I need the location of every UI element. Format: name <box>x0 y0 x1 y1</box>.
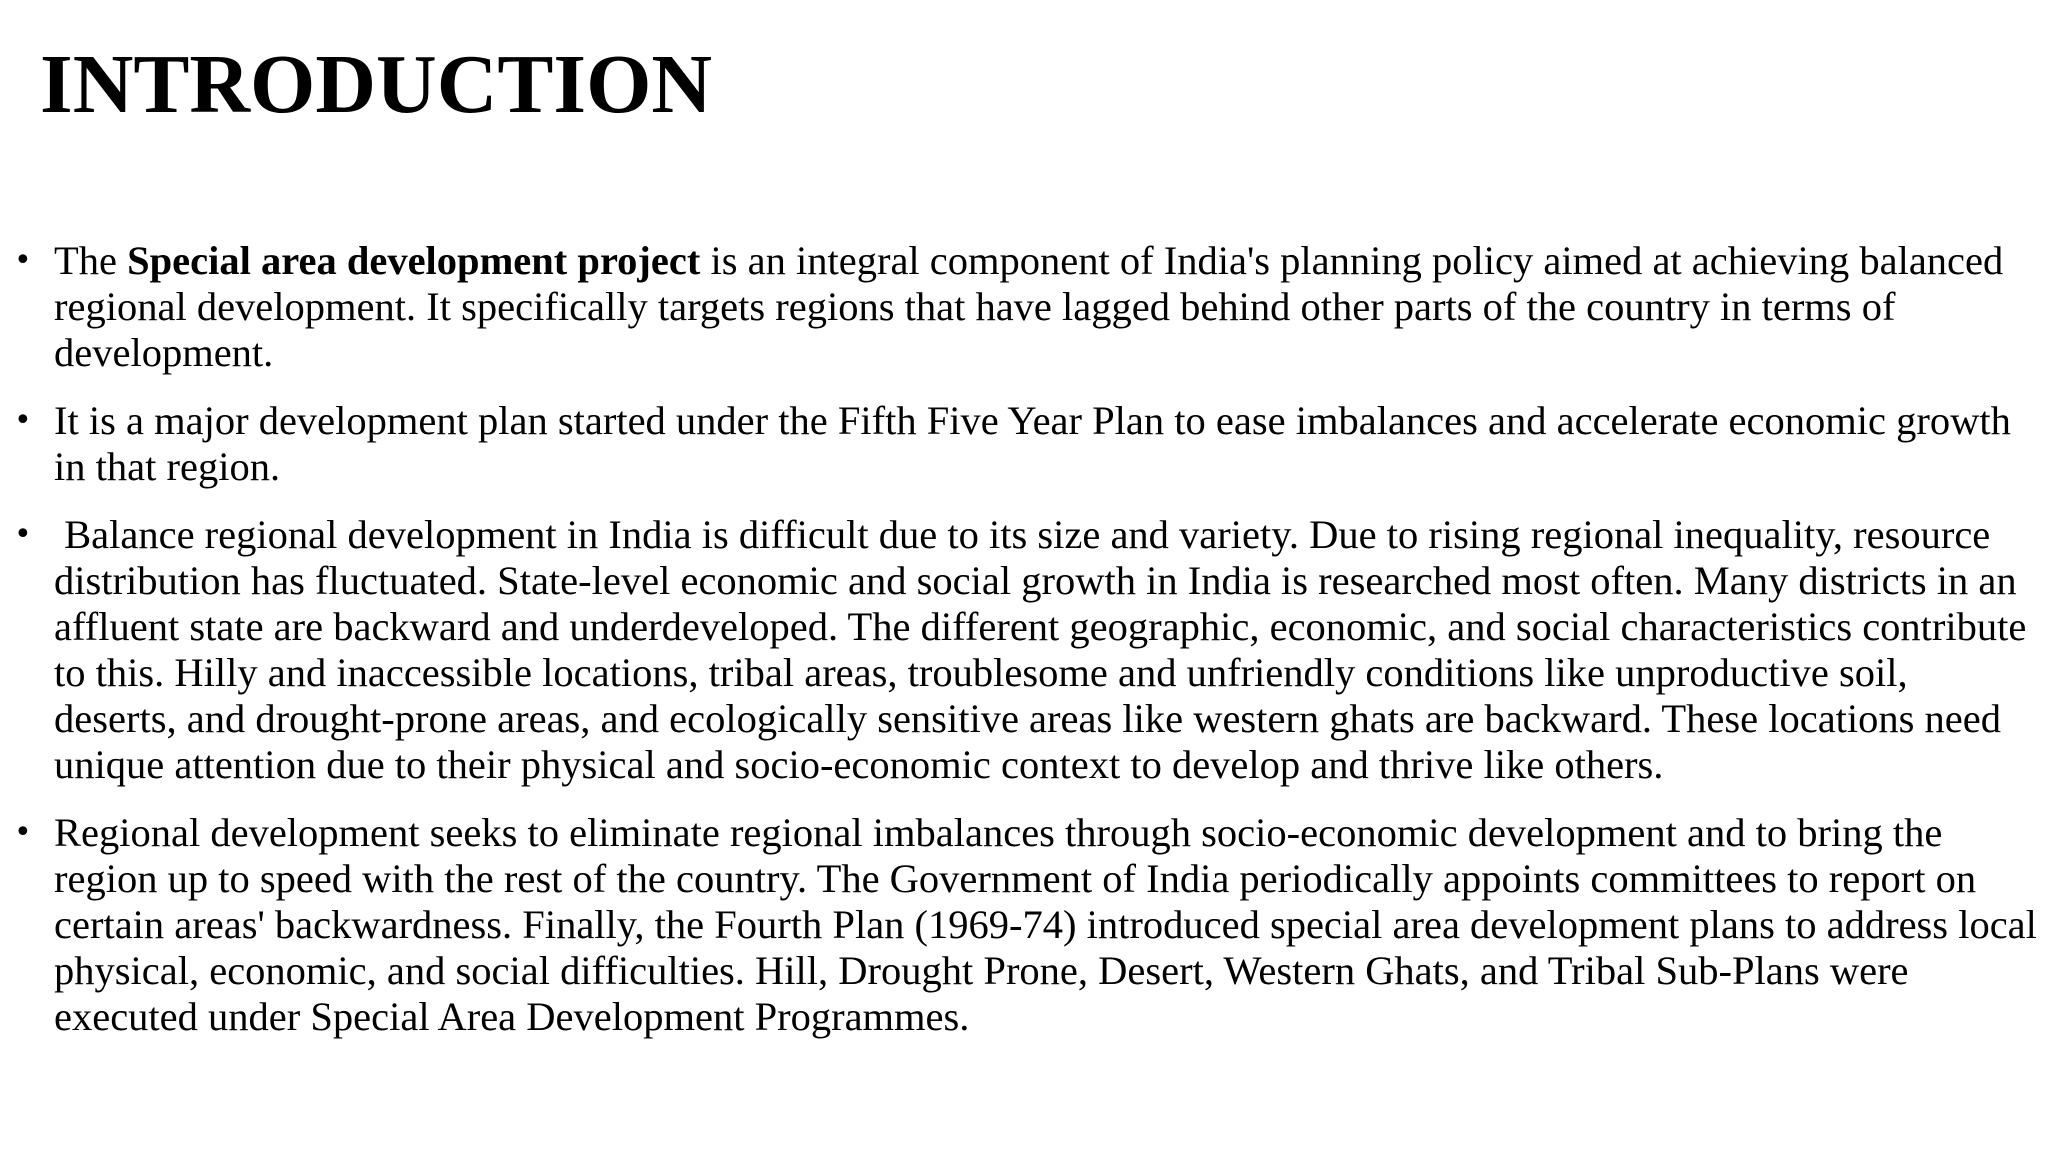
bullet-text <box>54 512 2037 787</box>
bullet-body-text: It is a major development plan started under the Fifth Five Year Plan to ease imbalances and accelerate economic growth in that region. <box>54 398 2011 489</box>
bullet-text <box>54 810 2037 1039</box>
bullet-lead-text: The <box>54 238 128 283</box>
bullet-marker: • <box>14 243 32 278</box>
bullet-item <box>0 810 2048 1040</box>
bullet-marker: • <box>14 815 32 850</box>
bullet-bold-text: Special area development project <box>127 238 701 283</box>
bullet-text <box>54 398 2011 489</box>
bullet-item <box>0 238 2048 376</box>
bullet-list <box>0 238 2048 1062</box>
slide-title: INTRODUCTION <box>40 38 713 131</box>
bullet-item <box>0 398 2048 490</box>
bullet-body-text: is an integral component of India's planning policy aimed at achieving balanced regional development. It specifically targets regions that have lagged behind other parts of the country in terms of development. <box>54 238 2004 375</box>
bullet-marker: • <box>14 517 32 552</box>
bullet-item <box>0 512 2048 788</box>
bullet-body-text: Regional development seeks to eliminate regional imbalances through socio-economic development and to bring the region up to speed with the rest of the country. The Government of India periodically appoints committees to report on certain areas' backwardness. Finally, the Fourth Plan (1969-74) introduced special area development plans to address local physical, economic, and social difficulties. Hill, Drought Prone, Desert, Western Ghats, and Tribal Sub-Plans were executed under Special Area Development Programmes. <box>54 810 2037 1039</box>
bullet-marker: • <box>14 403 32 438</box>
bullet-text <box>54 238 2003 375</box>
bullet-body-text: Balance regional development in India is difficult due to its size and variety. Due to rising regional inequality, resource distribution has fluctuated. State-level economic and social growth in India is researched most often. Many districts in an affluent state are backward and underdeveloped. The different geographic, economic, and social characteristics contribute to this. Hilly and inaccessible locations, tribal areas, troublesome and unfriendly conditions like unproductive soil, deserts, and drought-prone areas, and ecologically sensitive areas like western ghats are backward. These locations need unique attention due to their physical and socio-economic context to develop and thrive like others. <box>54 512 2037 787</box>
